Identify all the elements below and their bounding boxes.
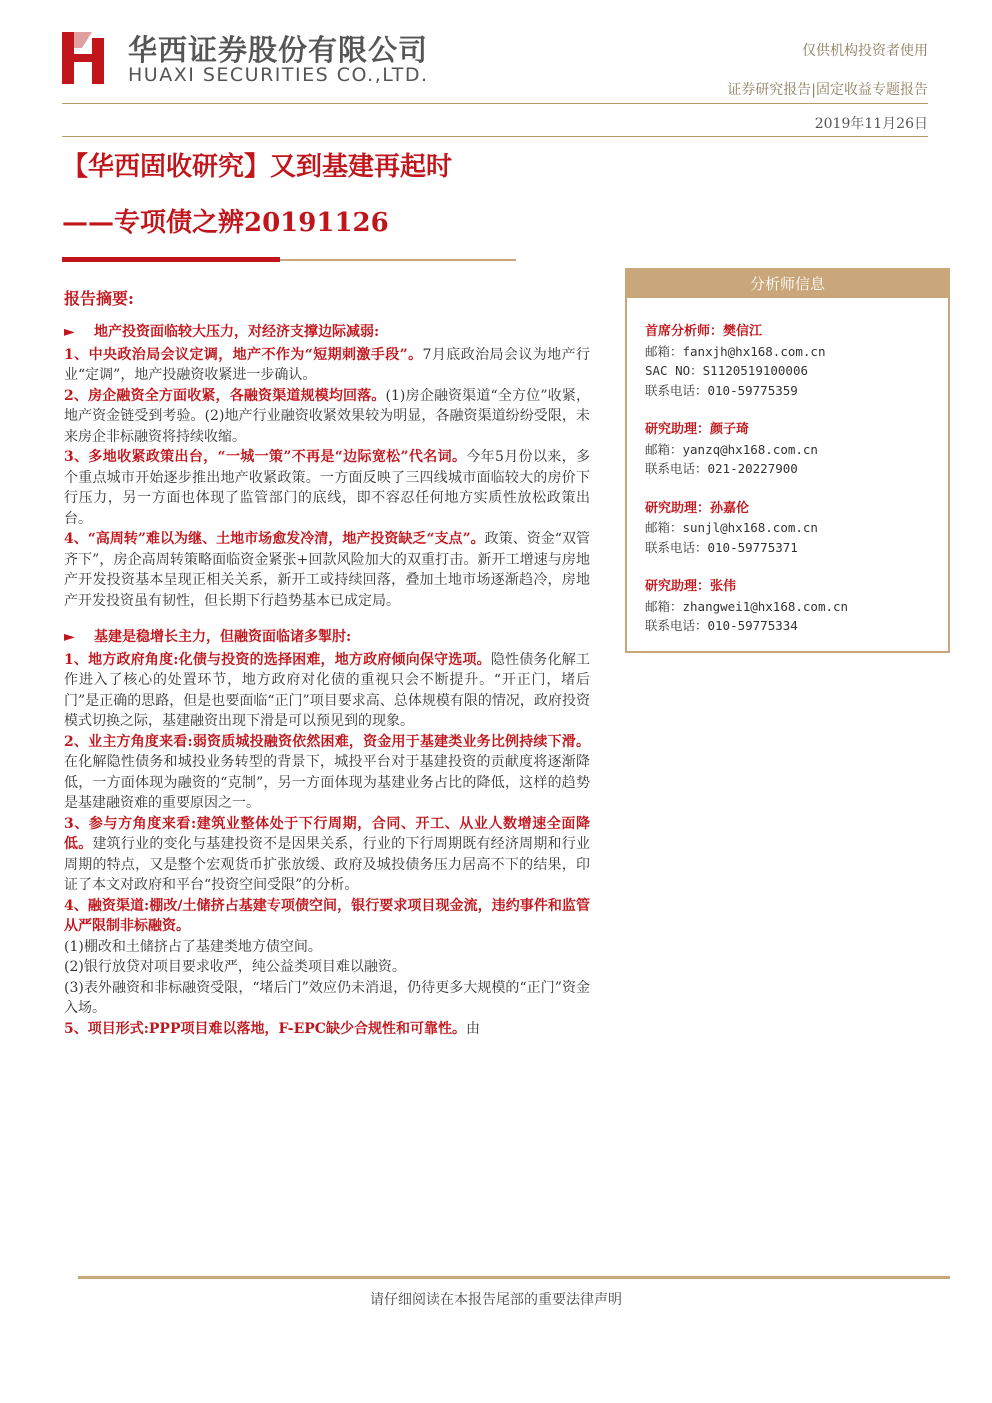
company-name-en: HUAXI SECURITIES CO.,LTD.	[128, 64, 429, 86]
analyst-phone: 联系电话：010-59775359	[645, 382, 798, 398]
summary-paragraph: (2)银行放贷对项目要求收严，纯公益类项目难以融资。	[64, 959, 406, 975]
summary-paragraph: 3、参与方角度来看:建筑业整体处于下行周期，合同、开工、从业人数增速全面降低。建筑行业的变化与基建投资不是因果关系，行业的下行周期既有经济周期和行业周期的特点，又是整个宏观货币扩张放缓、政府及城投债务压力居高不下的结果，印证了本文对政府和平台“投资空间受限”的分析。	[64, 815, 591, 893]
audience-note: 仅供机构投资者使用	[802, 43, 928, 59]
summary-paragraph: 5、项目形式:PPP项目难以落地，F-EPC缺少合规性和可靠性。由	[64, 1020, 480, 1037]
company-name-cn: 华西证券股份有限公司	[128, 33, 429, 67]
analyst-entry	[645, 577, 848, 636]
report-type: 证券研究报告|固定收益专题报告	[727, 82, 928, 98]
summary-paragraph: 4、融资渠道:棚改/土储挤占基建专项债空间，银行要求项目现金流，违约事件和监管从严限制非标融资。	[64, 897, 590, 934]
summary-paragraph: 4、“高周转”难以为继、土地市场愈发冷清，地产投资缺乏“支点”。政策、资金“双管齐下”，房企高周转策略面临资金紧张+回款风险加大的双重打击。新开工增速与房地产开发投资基本呈现正相关关系，新开工或持续回落，叠加土地市场逐渐趋冷，房地产开发投资虽有韧性，但长期下行趋势基本已成定局。	[64, 531, 590, 609]
analyst-role: 研究助理：孙嘉伦	[645, 500, 750, 516]
report-subtitle: ——专项债之辨20191126	[62, 208, 389, 238]
summary-paragraph: 3、多地收紧政策出台，“一城一策”不再是“边际宽松”代名词。今年5月份以来，多个重点城市开始逐步推出地产收紧政策。一方面反映了三四线城市面临较大的房价下行压力，另一方面也体现了监管部门的底线，即不容忍任何地方实质性放松政策出台。	[64, 449, 590, 527]
bullet-arrow-icon: ►	[64, 324, 75, 340]
analyst-entry	[645, 420, 848, 479]
header-divider-2	[62, 136, 928, 137]
analyst-email[interactable]: 邮箱：zhangwei1@hx168.com.cn	[645, 598, 849, 614]
huaxi-logo-icon	[62, 28, 108, 86]
bullet-arrow-icon: ►	[64, 629, 75, 645]
analyst-email[interactable]: 邮箱：yanzq@hx168.com.cn	[645, 441, 818, 457]
section-heading: ► 基建是稳增长主力，但融资面临诸多掣肘:	[64, 627, 590, 648]
summary-paragraph: 1、中央政治局会议定调，地产不作为“短期刺激手段”。7月底政治局会议为地产行业“定调”，地产投融资收紧进一步确认。	[64, 346, 590, 383]
analyst-phone: 联系电话：021-20227900	[645, 461, 798, 476]
analyst-role: 研究助理：张伟	[645, 579, 737, 594]
title-underline-gold	[280, 259, 516, 261]
analyst-sac-no: SAC NO：S1120519100006	[645, 363, 809, 378]
section-heading: ► 地产投资面临较大压力，对经济支撑边际减弱:	[64, 322, 590, 343]
analyst-phone: 联系电话：010-59775334	[645, 618, 798, 633]
report-title: 【华西固收研究】又到基建再起时	[62, 152, 453, 182]
report-date: 2019年11月26日	[814, 116, 928, 132]
summary-paragraph: 2、房企融资全方面收紧，各融资渠道规模均回落。(1)房企融资渠道“全方位”收紧，地产资金链受到考验。(2)地产行业融资收紧效果较为明显，各融资渠道纷纷受限，未来房企非标融资将持续收缩。	[64, 387, 590, 445]
analyst-role: 首席分析师：樊信江	[645, 324, 763, 339]
header-divider	[62, 103, 928, 104]
summary-content	[64, 322, 590, 1039]
analyst-entry	[645, 499, 848, 558]
title-underline-red	[62, 257, 280, 262]
analyst-role: 研究助理：颜子琦	[645, 422, 750, 437]
analyst-email[interactable]: 邮箱：sunjl@hx168.com.cn	[645, 520, 818, 535]
analyst-email[interactable]: 邮箱：fanxjh@hx168.com.cn	[645, 343, 826, 359]
analyst-entry	[645, 322, 848, 400]
legal-notice: 请仔细阅读在本报告尾部的重要法律声明	[370, 1292, 622, 1308]
footer-divider	[78, 1276, 950, 1279]
analyst-info-box	[625, 268, 950, 653]
summary-paragraph: 1、地方政府角度:化债与投资的选择困难，地方政府倾向保守选项。隐性债务化解工作进入了核心的处置环节，地方政府对化债的重视只会不断提升。“开正门，堵后门”是正确的思路，但是也要面临“正门”项目要求高、总体规模有限的情况，政府投资模式切换之际，基建融资出现下滑是可以预见到的现象。	[64, 651, 590, 729]
summary-paragraph: (1)棚改和土储挤占了基建类地方债空间。	[64, 938, 322, 955]
summary-paragraph: (3)表外融资和非标融资受限，“堵后门”效应仍未消退，仍待更多大规模的“正门”资金入场。	[64, 979, 590, 1016]
analyst-phone: 联系电话：010-59775371	[645, 539, 798, 555]
analyst-box-title: 分析师信息	[627, 270, 948, 298]
summary-paragraph: 2、业主方角度来看:弱资质城投融资依然困难，资金用于基建类业务比例持续下滑。在化解隐性债务和城投业务转型的背景下，城投平台对于基建投资的贡献度将逐渐降低，一方面体现为融资的“克制”，另一方面体现为基建业务占比的降低，这样的趋势是基建融资难的重要原因之一。	[64, 733, 590, 811]
analyst-list	[645, 322, 848, 656]
summary-label: 报告摘要:	[64, 289, 134, 308]
